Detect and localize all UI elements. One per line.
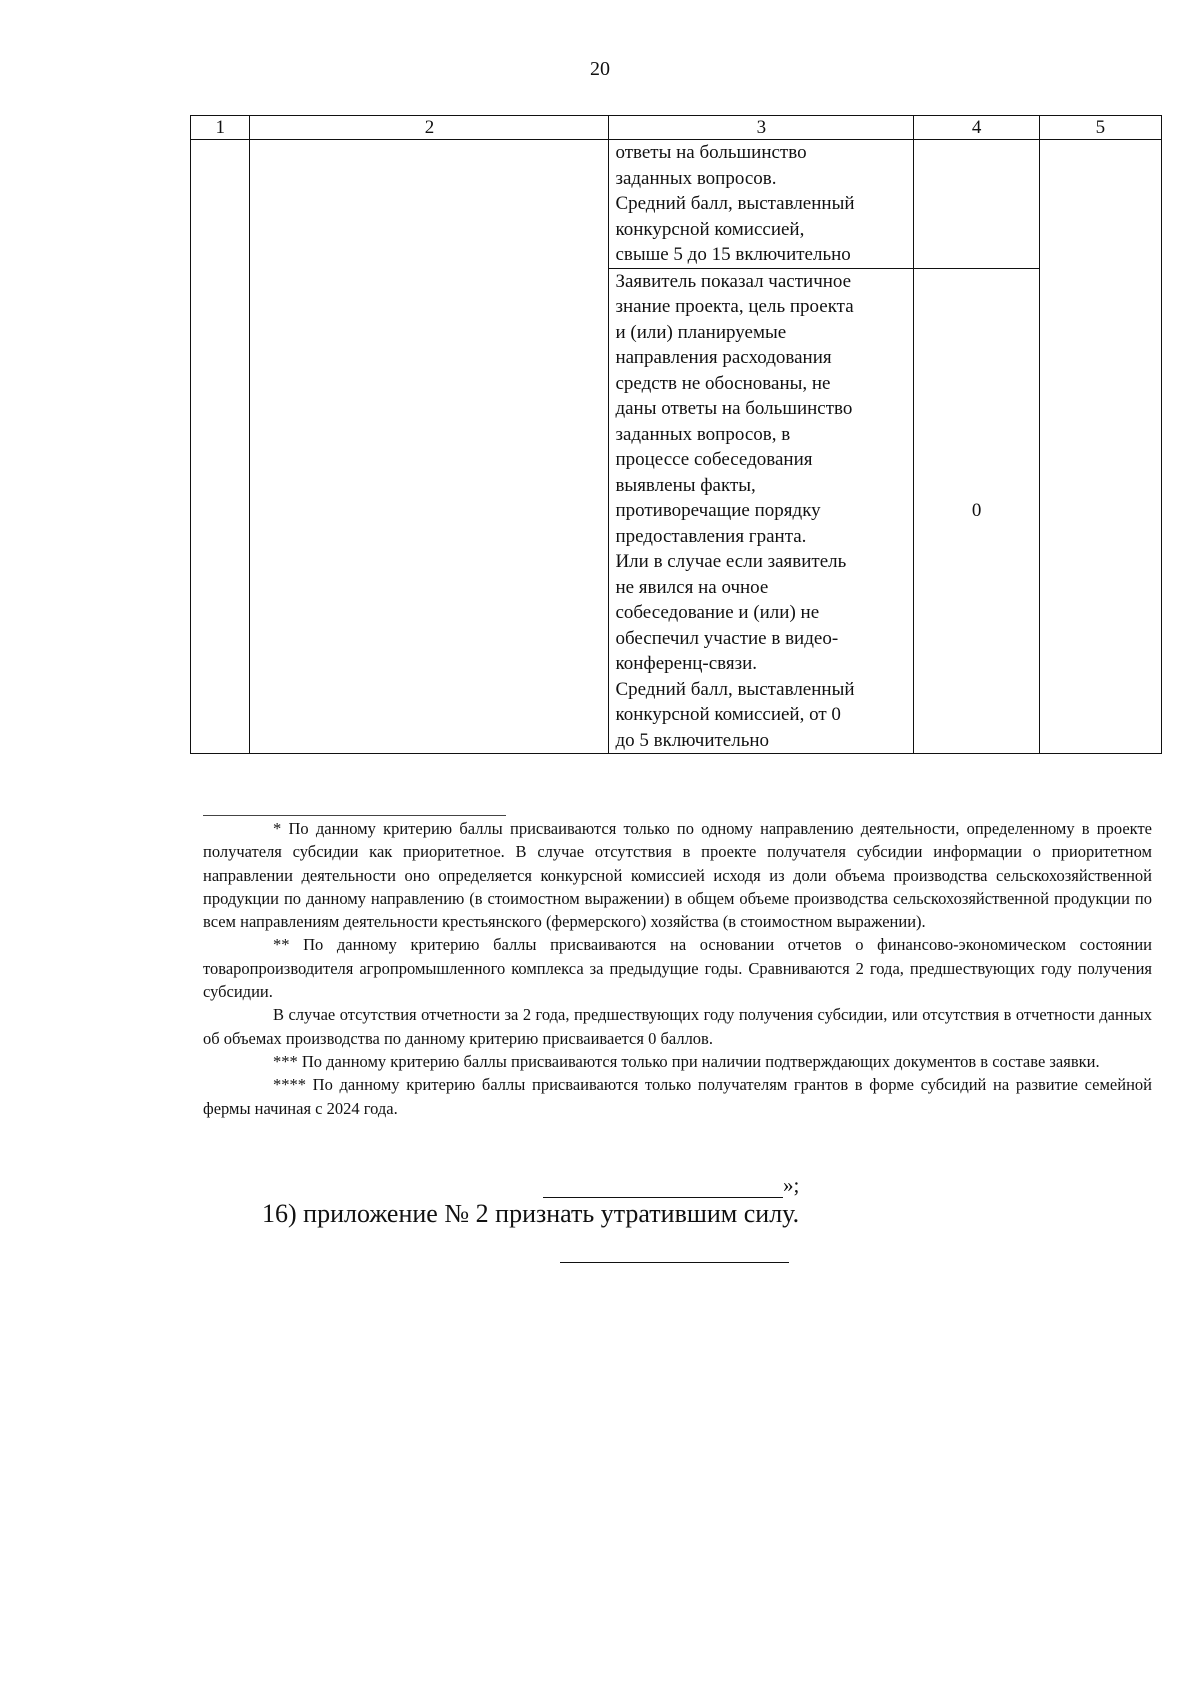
footnotes [203,817,1152,1120]
item-16-paragraph: 16) приложение № 2 признать утратившим силу. [262,1199,800,1228]
end-separator [560,1262,789,1263]
footnote: ** По данному критерию баллы присваиваются на основании отчетов о финансово-экономическом состоянии товаропроизводителя агропромышленного комплекса за предыдущие годы. Сравниваются 2 года, предшествующих году получения субсидии. [203,935,1152,1002]
page-number: 20 [590,58,610,80]
footnote: В случае отсутствия отчетности за 2 года, предшествующих году получения субсидии, или отсутствия в отчетности данных об объемах производства по данному критерию присваивается 0 баллов. [203,1005,1152,1048]
closing-underline [543,1175,783,1198]
table-header-row [191,116,1162,140]
criteria-table [190,115,1162,754]
footnote: * По данному критерию баллы присваиваются только по одному направлению деятельности, определенному в проекте получателя субсидии как приоритетное. В случае отсутствия в проекте получателя субсидии информации о приоритетном направлении деятельности оно определяется конкурсной комиссией исходя из доли объема производства сельскохозяйственной продукции по данному направлению (в стоимостном выражении) в общем объеме производства сельскохозяйственной продукции по всем направлениям деятельности крестьянского (фермерского) хозяйства (в стоимостном выражении). [203,819,1152,932]
table-row [191,140,1162,269]
column-header-4: 4 [914,116,1039,140]
footnote: *** По данному критерию баллы присваиваются только при наличии подтверждающих документов в составе заявки. [273,1051,1100,1071]
cell-col1 [191,140,250,754]
score-cell [914,140,1039,269]
column-header-1: 1 [191,116,250,140]
criterion-text-cell: ответы на большинство заданных вопросов. Средний балл, выставленный конкурсной комиссией, свыше 5 до 15 включительно [609,140,914,269]
closing-line [543,1173,799,1198]
closing-quote: »; [783,1173,800,1197]
cell-col5 [1039,140,1161,754]
footnote-separator [203,815,506,816]
column-header-3: 3 [609,116,914,140]
column-header-5: 5 [1039,116,1161,140]
criterion-text-cell: Заявитель показал частичное знание проекта, цель проекта и (или) планируемые направления расходования средств не обоснованы, не даны ответы на большинство заданных вопросов, в процессе собеседования выявлены факты, противоречащие порядку предоставления гранта. Или в случае если заявитель не явился на очное собеседование и (или) не обеспечил участие в видео- конференц-связи. Средний балл, выставленный конкурсной комиссией, от 0 до 5 включительно [609,268,914,754]
cell-col2 [250,140,609,754]
footnote: **** По данному критерию баллы присваиваются только получателям грантов в форме субсидий на развитие семейной фермы начиная с 2024 года. [203,1075,1152,1118]
column-header-2: 2 [250,116,609,140]
score-cell: 0 [914,268,1039,754]
